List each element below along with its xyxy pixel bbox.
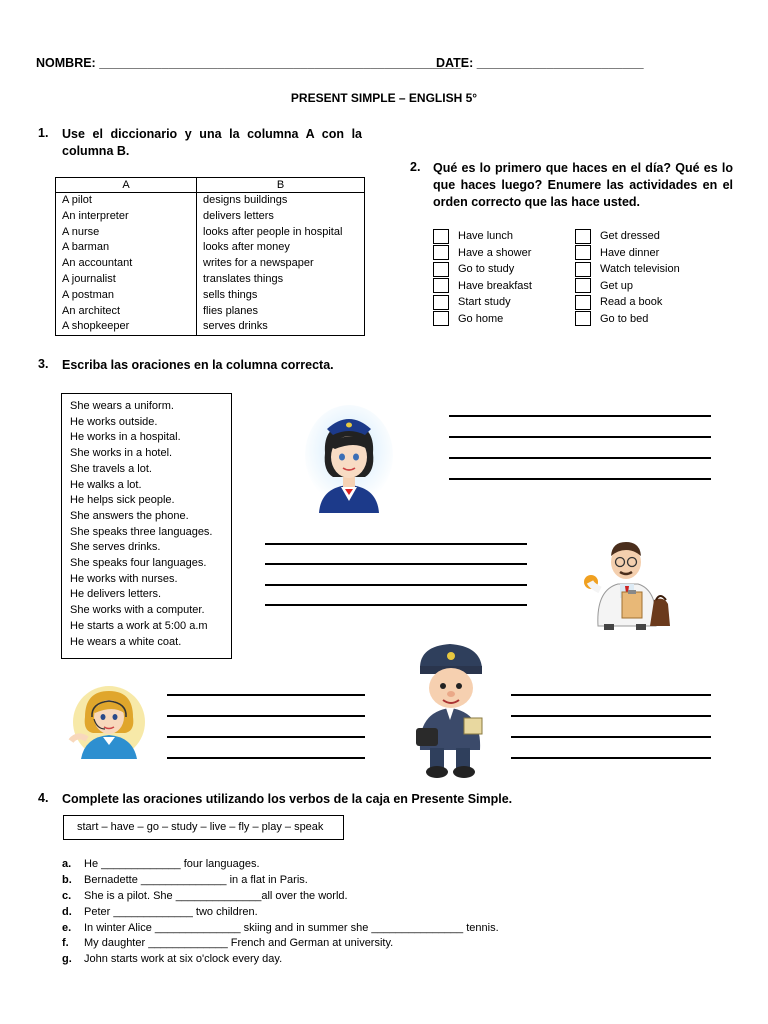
- sentence-item: She speaks four languages.: [70, 557, 207, 570]
- sentence-item: She works with a computer.: [70, 604, 205, 617]
- item-sentence[interactable]: He _____________ four languages.: [84, 858, 260, 870]
- activity-label: Have a shower: [458, 246, 532, 259]
- order-box[interactable]: [433, 295, 449, 310]
- list-item: [433, 228, 573, 245]
- q2-instruction: Qué es lo primero que haces en el día? Qué es lo que haces luego? Enumere las actividades en el orden correcto que las hace usted.: [433, 161, 733, 209]
- table-row: [56, 288, 365, 304]
- order-box[interactable]: [433, 278, 449, 293]
- activity-cell: flies planes: [197, 304, 365, 320]
- answer-line[interactable]: [265, 604, 527, 606]
- match-table: [55, 177, 365, 336]
- list-item: [62, 904, 258, 920]
- order-box[interactable]: [575, 295, 591, 310]
- answer-line[interactable]: [265, 563, 527, 565]
- list-item: [62, 888, 348, 904]
- table-row: [56, 209, 365, 225]
- list-item: [575, 278, 715, 295]
- activity-label: Have dinner: [600, 246, 660, 259]
- activity-label: Get dressed: [600, 230, 660, 243]
- page-title: PRESENT SIMPLE – ENGLISH 5°: [290, 91, 478, 105]
- order-box[interactable]: [575, 278, 591, 293]
- doctor-illustration: [578, 526, 678, 632]
- profession-cell: A nurse: [56, 225, 197, 241]
- list-item: [575, 261, 715, 278]
- order-box[interactable]: [433, 311, 449, 326]
- answer-line[interactable]: [449, 436, 711, 438]
- profession-cell: An accountant: [56, 256, 197, 272]
- list-item: [62, 872, 308, 888]
- verb-box: start – have – go – study – live – fly – play – speak: [63, 815, 344, 840]
- col-b-header: B: [197, 178, 365, 193]
- sentence-item: She serves drinks.: [70, 541, 161, 554]
- q4-number: 4.: [38, 791, 49, 805]
- list-item: [433, 278, 573, 295]
- sentence-item: He works with nurses.: [70, 572, 178, 585]
- item-letter: g.: [62, 953, 72, 965]
- profession-cell: An architect: [56, 304, 197, 320]
- activity-label: Watch television: [600, 263, 680, 276]
- item-sentence[interactable]: John starts work at six o'clock every day.: [84, 953, 283, 965]
- item-sentence[interactable]: My daughter _____________ French and German at university.: [84, 937, 394, 949]
- profession-cell: A pilot: [56, 193, 197, 209]
- item-letter: d.: [62, 906, 72, 918]
- list-item: [433, 294, 573, 311]
- answer-line[interactable]: [265, 584, 527, 586]
- order-box[interactable]: [433, 245, 449, 260]
- activity-cell: serves drinks: [197, 319, 365, 335]
- activity-label: Read a book: [600, 296, 663, 309]
- answer-line[interactable]: [511, 715, 711, 717]
- answer-line[interactable]: [511, 736, 711, 738]
- table-row: [56, 193, 365, 209]
- table-row: [56, 319, 365, 335]
- list-item: [62, 935, 393, 951]
- item-letter: a.: [62, 858, 72, 870]
- list-item: [62, 920, 499, 936]
- profession-cell: A shopkeeper: [56, 319, 197, 335]
- activity-list-right: [575, 228, 715, 327]
- list-item: [575, 311, 715, 328]
- item-sentence[interactable]: Peter _____________ two children.: [84, 906, 258, 918]
- activity-cell: looks after money: [197, 240, 365, 256]
- table-row: [56, 240, 365, 256]
- activity-cell: delivers letters: [197, 209, 365, 225]
- sentence-item: She speaks three languages.: [70, 525, 213, 538]
- answer-line[interactable]: [449, 478, 711, 480]
- list-item: [62, 856, 260, 872]
- q1-number: 1.: [38, 126, 49, 140]
- sentence-item: She travels a lot.: [70, 462, 152, 475]
- stewardess-illustration: [305, 405, 393, 513]
- item-sentence[interactable]: In winter Alice ______________ skiing and in summer she _______________ tennis.: [84, 922, 499, 934]
- order-box[interactable]: [575, 311, 591, 326]
- profession-cell: A journalist: [56, 272, 197, 288]
- sentence-item: He starts a work at 5:00 a.m: [70, 619, 208, 632]
- sentence-item: She wears a uniform.: [70, 400, 174, 412]
- table-row: [56, 225, 365, 241]
- activity-label: Have breakfast: [458, 279, 532, 292]
- list-item: [433, 261, 573, 278]
- sentence-item: He works in a hospital.: [70, 431, 181, 444]
- activity-cell: designs buildings: [197, 193, 365, 209]
- activity-label: Start study: [458, 296, 511, 309]
- q1-instruction: Use el diccionario y una la columna A con la columna B.: [62, 127, 362, 158]
- sentence-item: She answers the phone.: [70, 509, 189, 522]
- sentence-item: He works outside.: [70, 415, 158, 428]
- item-sentence[interactable]: She is a pilot. She ______________all over the world.: [84, 890, 348, 902]
- item-sentence[interactable]: Bernadette ______________ in a flat in Paris.: [84, 874, 308, 886]
- date-field[interactable]: DATE: ________________________: [436, 56, 644, 70]
- answer-line[interactable]: [265, 543, 527, 545]
- answer-line[interactable]: [449, 415, 711, 417]
- receptionist-illustration: [67, 683, 147, 761]
- activity-label: Go to bed: [600, 312, 649, 325]
- q3-instruction: Escriba las oraciones en la columna correcta.: [62, 358, 334, 372]
- activity-cell: looks after people in hospital: [197, 225, 365, 241]
- item-letter: e.: [62, 922, 72, 934]
- sentence-item: She works in a hotel.: [70, 447, 173, 460]
- list-item: [575, 228, 715, 245]
- q2-number: 2.: [410, 160, 421, 174]
- list-item: [62, 951, 282, 967]
- answer-line[interactable]: [167, 736, 365, 738]
- activity-cell: writes for a newspaper: [197, 256, 365, 272]
- answer-line[interactable]: [449, 457, 711, 459]
- activity-label: Go to study: [458, 263, 515, 276]
- sentence-item: He wears a white coat.: [70, 635, 182, 648]
- order-box[interactable]: [575, 245, 591, 260]
- sentence-item: He helps sick people.: [70, 494, 175, 507]
- activity-cell: translates things: [197, 272, 365, 288]
- answer-line[interactable]: [167, 757, 365, 759]
- activity-list-left: [433, 228, 573, 327]
- order-box[interactable]: [575, 229, 591, 244]
- activity-label: Have lunch: [458, 230, 514, 243]
- sentence-item: He delivers letters.: [70, 588, 162, 601]
- item-letter: f.: [62, 937, 69, 949]
- item-letter: b.: [62, 874, 72, 886]
- answer-line[interactable]: [167, 694, 365, 696]
- table-row: [56, 304, 365, 320]
- list-item: [433, 245, 573, 262]
- col-a-header: A: [56, 178, 197, 193]
- profession-cell: A postman: [56, 288, 197, 304]
- list-item: [575, 245, 715, 262]
- answer-line[interactable]: [511, 694, 711, 696]
- activity-label: Go home: [458, 312, 504, 325]
- q4-instruction: Complete las oraciones utilizando los verbos de la caja en Presente Simple.: [62, 792, 513, 806]
- q3-number: 3.: [38, 357, 49, 371]
- list-item: [433, 311, 573, 328]
- list-item: [575, 294, 715, 311]
- answer-line[interactable]: [167, 715, 365, 717]
- sentence-item: He walks a lot.: [70, 478, 142, 491]
- table-row: [56, 256, 365, 272]
- sentence-box: [61, 393, 232, 659]
- nombre-field[interactable]: NOMBRE: ____________________________________________________: [36, 56, 461, 70]
- table-row: [56, 272, 365, 288]
- activity-cell: sells things: [197, 288, 365, 304]
- order-box[interactable]: [433, 229, 449, 244]
- activity-label: Get up: [600, 279, 634, 292]
- answer-line[interactable]: [511, 757, 711, 759]
- order-box[interactable]: [575, 262, 591, 277]
- profession-cell: A barman: [56, 240, 197, 256]
- postman-illustration: [408, 640, 492, 780]
- profession-cell: An interpreter: [56, 209, 197, 225]
- order-box[interactable]: [433, 262, 449, 277]
- item-letter: c.: [62, 890, 72, 902]
